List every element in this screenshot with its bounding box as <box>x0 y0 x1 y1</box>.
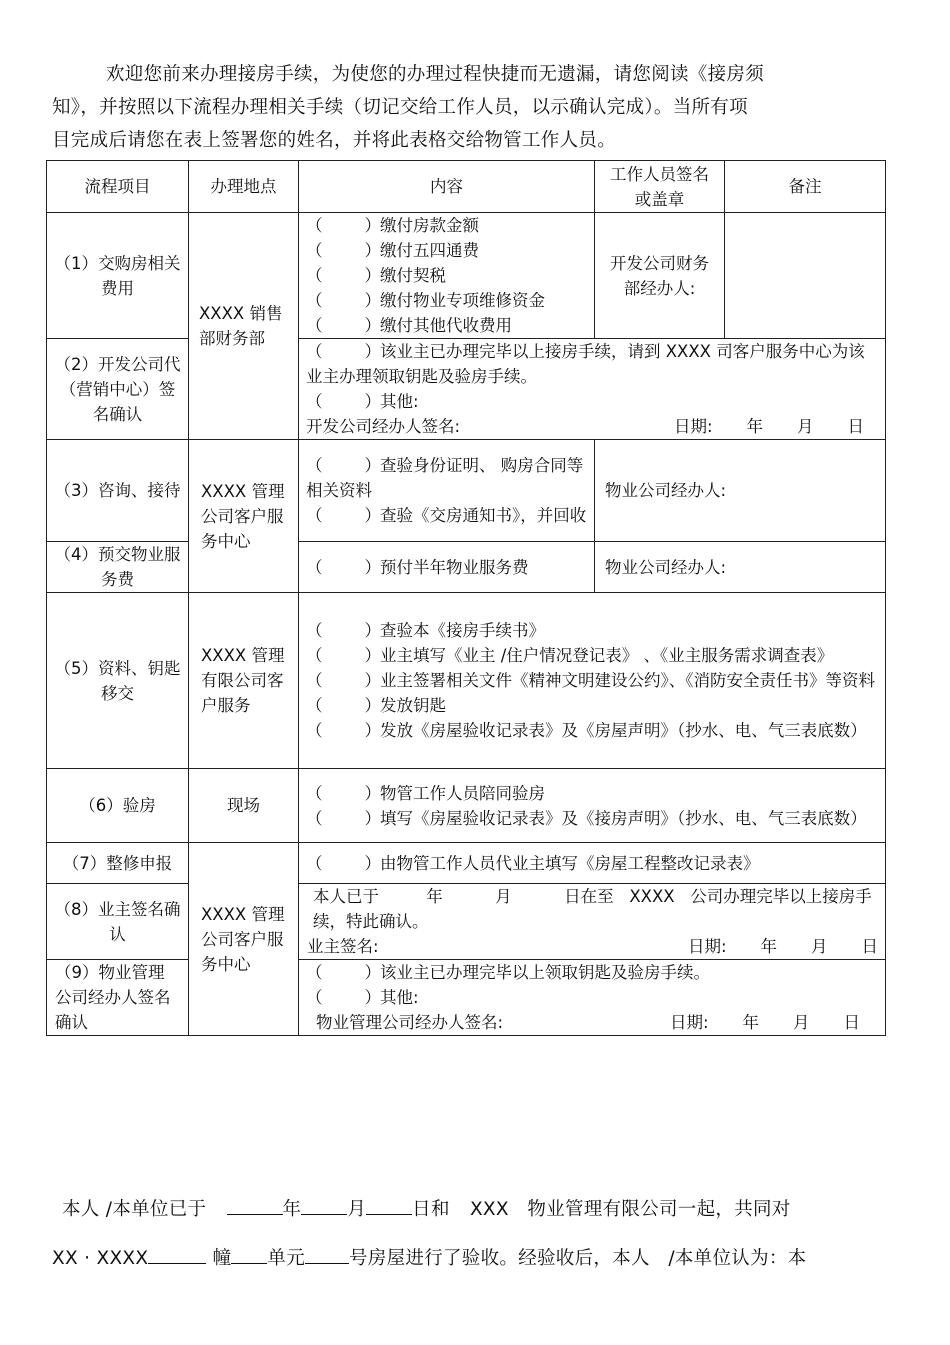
row5-line: （ ）查验本《接房手续书》 <box>306 618 878 643</box>
row5-content <box>299 593 886 769</box>
checkbox-blank[interactable]: （ ） <box>306 646 381 665</box>
row5-item: （5）资料、钥匙移交 <box>47 593 189 769</box>
checkbox-blank[interactable]: （ ） <box>306 557 381 577</box>
row6-item: （6）验房 <box>47 769 189 843</box>
row6-content <box>299 769 886 843</box>
row3-content <box>299 440 595 542</box>
header-row <box>47 161 886 213</box>
building-blank[interactable] <box>148 1245 206 1264</box>
table-row <box>47 843 886 884</box>
row5-line: （ ）发放钥匙 <box>306 693 878 718</box>
header-content: 内容 <box>299 161 595 213</box>
row8-signature-line <box>307 934 878 959</box>
table-row <box>47 213 886 339</box>
row2-line-1: （ ）该业主已办理完毕以上接房手续，请到 XXXX 司客户服务中心为该业主办理领取钥匙及验房手续。 <box>306 339 878 389</box>
place-mgmt-service-center-2: XXXX 管理公司客户服务中心 <box>189 843 299 1036</box>
checkbox-blank[interactable]: （ ） <box>306 721 381 740</box>
table-row <box>47 960 886 1036</box>
row2-content <box>299 339 886 440</box>
row1-line: （ ）缴付五四通费 <box>306 238 587 263</box>
header-place: 办理地点 <box>189 161 299 213</box>
row8-line-1: 本人已于 年 月 日在至 XXXX 公司办理完毕以上接房手续，特此确认。 <box>313 887 872 931</box>
checkbox-blank[interactable]: （ ） <box>306 696 381 715</box>
table-row <box>47 769 886 843</box>
row5-line: （ ）业主填写《业主 /住户情况登记表》 、《业主服务需求调查表》 <box>306 643 878 668</box>
header-item: 流程项目 <box>47 161 189 213</box>
row1-remark[interactable] <box>725 213 886 339</box>
place-mgmt-service-center: XXXX 管理公司客户服务中心 <box>189 440 299 593</box>
row8-item: （8）业主签名确认 <box>47 884 189 960</box>
checkbox-blank[interactable]: （ ） <box>306 988 381 1007</box>
place-sales-finance: XXXX 销售部财务部 <box>189 213 299 440</box>
row2-item: （2）开发公司代（营销中心）签名确认 <box>47 339 189 440</box>
checkbox-blank[interactable]: （ ） <box>306 853 381 873</box>
checkbox-blank[interactable]: （ ） <box>306 808 381 828</box>
checkbox-blank[interactable]: （ ） <box>306 456 381 475</box>
row5-place: XXXX 管理有限公司客户服务 <box>189 593 299 769</box>
row1-content <box>299 213 595 339</box>
checkbox-blank[interactable]: （ ） <box>306 963 381 982</box>
row1-line: （ ）缴付房款金额 <box>306 213 587 238</box>
acceptance-line-2: XX · XXXX 幢 单元 号房屋进行了验收。经验收后，本人 /本单位认为：本 <box>52 1244 902 1270</box>
signature-label: 业主签名: <box>307 937 379 956</box>
row1-line: （ ）缴付契税 <box>306 263 587 288</box>
row2-signature-line <box>306 414 878 439</box>
checkbox-blank[interactable]: （ ） <box>306 783 381 803</box>
unit-blank[interactable] <box>231 1245 267 1264</box>
row4-content: （ ）预付半年物业服务费 <box>299 542 595 593</box>
row9-signature-line <box>306 1010 878 1035</box>
table-row <box>47 339 886 440</box>
row1-line: （ ）缴付物业专项维修资金 <box>306 288 587 313</box>
row5-line: （ ）业主签署相关文件《精神文明建设公约》、《消防安全责任书》等资料 <box>306 668 878 693</box>
acceptance-line-1: 本人 /本单位已于 年 月 日和 XXX 物业管理有限公司一起，共同对 <box>62 1195 912 1221</box>
checkbox-blank[interactable]: （ ） <box>306 241 381 260</box>
month-blank[interactable] <box>301 1196 347 1215</box>
table-row <box>47 884 886 960</box>
date-fields: 日期: 年 月 日 <box>673 417 864 436</box>
checkbox-blank[interactable]: （ ） <box>306 671 381 690</box>
table-row <box>47 440 886 542</box>
row3-line-1: （ ）查验身份证明、 购房合同等相关资料 <box>306 453 587 503</box>
room-blank[interactable] <box>305 1245 349 1264</box>
date-fields: 日期: 年 月 日 <box>687 937 878 956</box>
intro-line-3: 目完成后请您在表上签署您的姓名，并将此表格交给物管工作人员。 <box>52 130 617 151</box>
year-blank[interactable] <box>227 1196 283 1215</box>
handover-procedure-table <box>46 160 886 1036</box>
row4-item: （4）预交物业服务费 <box>47 542 189 593</box>
row7-content: （ ）由物管工作人员代业主填写《房屋工程整改记录表》 <box>299 843 886 884</box>
table-row <box>47 542 886 593</box>
checkbox-blank[interactable]: （ ） <box>306 316 381 335</box>
row3-line-2: （ ）查验《交房通知书》，并回收 <box>306 503 587 528</box>
intro-line-2: 知》，并按照以下流程办理相关手续（切记交给工作人员，以示确认完成）。当所有项 <box>52 97 748 118</box>
intro-line-1: 欢迎您前来办理接房手续，为使您的办理过程快捷而无遗漏，请您阅读《接房须 <box>106 64 765 85</box>
checkbox-blank[interactable]: （ ） <box>306 266 381 285</box>
day-blank[interactable] <box>366 1196 412 1215</box>
row1-line: （ ）缴付其他代收费用 <box>306 313 587 338</box>
row2-line-2: （ ）其他: <box>306 389 878 414</box>
signature-label: 物业管理公司经办人签名: <box>316 1013 504 1032</box>
checkbox-blank[interactable]: （ ） <box>306 342 381 361</box>
row9-line-2: （ ）其他: <box>306 985 878 1010</box>
row9-line-1: （ ）该业主已办理完毕以上领取钥匙及验房手续。 <box>306 960 878 985</box>
row1-staff: 开发公司财务部经办人: <box>595 213 725 339</box>
date-fields: 日期: 年 月 日 <box>669 1013 860 1032</box>
signature-label: 开发公司经办人签名: <box>306 417 461 436</box>
row6-place: 现场 <box>189 769 299 843</box>
row1-item: （1）交购房相关费用 <box>47 213 189 339</box>
row3-staff: 物业公司经办人: <box>595 440 886 542</box>
intro-paragraph <box>52 58 852 157</box>
checkbox-blank[interactable]: （ ） <box>306 392 381 411</box>
row7-item: （7）整修申报 <box>47 843 189 884</box>
table-row <box>47 593 886 769</box>
header-remark: 备注 <box>725 161 886 213</box>
row9-item: （9）物业管理公司经办人签名确认 <box>47 960 189 1036</box>
row4-staff: 物业公司经办人: <box>595 542 886 593</box>
row6-line-1: （ ）物管工作人员陪同验房 <box>306 781 878 806</box>
checkbox-blank[interactable]: （ ） <box>306 216 381 235</box>
checkbox-blank[interactable]: （ ） <box>306 621 381 640</box>
header-staff: 工作人员签名或盖章 <box>595 161 725 213</box>
row8-content <box>299 884 886 960</box>
row3-item: （3）咨询、接待 <box>47 440 189 542</box>
row6-line-2: （ ）填写《房屋验收记录表》及《接房声明》（抄水、电、气三表底数） <box>306 806 878 831</box>
checkbox-blank[interactable]: （ ） <box>306 291 381 310</box>
row5-line: （ ）发放《房屋验收记录表》及《房屋声明》（抄水、电、气三表底数） <box>306 718 878 743</box>
row9-content <box>299 960 886 1036</box>
checkbox-blank[interactable]: （ ） <box>306 506 381 525</box>
